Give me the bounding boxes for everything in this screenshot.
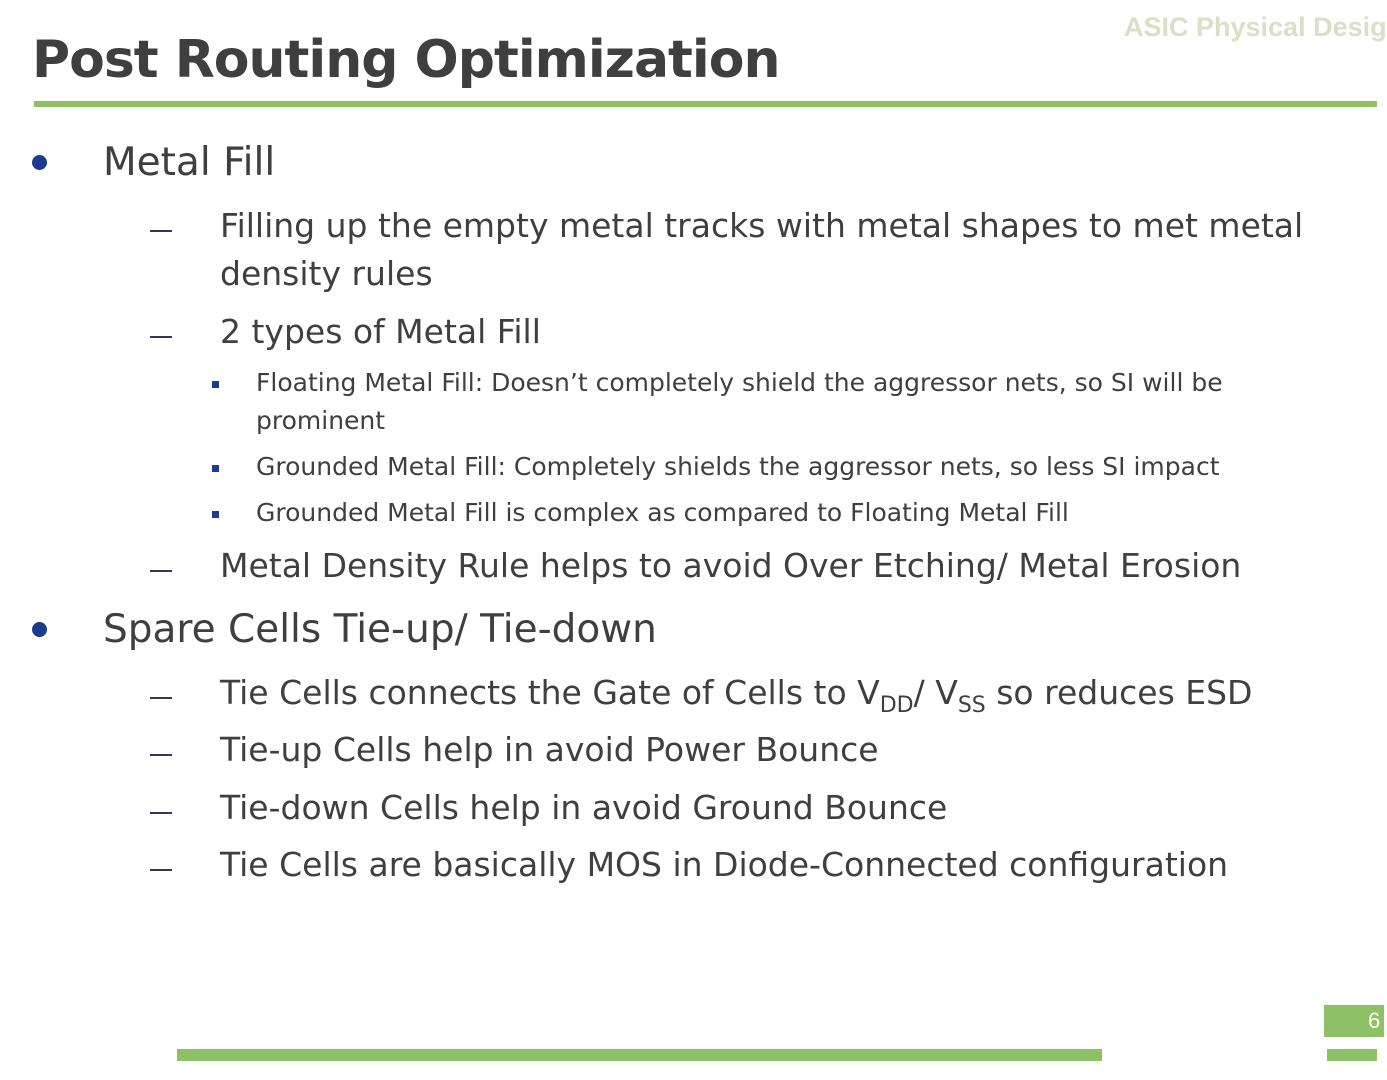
sub-bullet-filling-tracks: Filling up the empty metal tracks with metal shapes to met metal density rules	[220, 206, 1304, 293]
tie-cells-text-prefix: Tie Cells connects the Gate of Cells to V	[220, 673, 880, 712]
dash-icon	[150, 230, 172, 232]
sub-bullet-tie-up: Tie-up Cells help in avoid Power Bounce	[220, 730, 879, 769]
slide-title: Post Routing Optimization	[32, 30, 780, 90]
bullet-dot-icon	[32, 155, 47, 170]
sub-bullet-tie-down: Tie-down Cells help in avoid Ground Bounce	[220, 788, 948, 827]
page-footer-bar	[1327, 1049, 1377, 1061]
sub-bullet-diode-connected: Tie Cells are basically MOS in Diode-Connected configuration	[220, 845, 1229, 884]
dash-icon	[150, 697, 172, 699]
sub-sub-bullet-grounded-complex: Grounded Metal Fill is complex as compared to Floating Metal Fill	[256, 498, 1069, 527]
footer-bar	[177, 1049, 1102, 1061]
page-number: 6	[1324, 1005, 1384, 1037]
sub-sub-bullet-floating-fill: Floating Metal Fill: Doesn’t completely shield the aggressor nets, so SI will be prominent	[256, 368, 1223, 435]
dash-icon	[150, 336, 172, 338]
sub-sub-bullet-grounded-fill: Grounded Metal Fill: Completely shields the aggressor nets, so less SI impact	[256, 452, 1220, 481]
title-underline	[34, 101, 1377, 107]
square-bullet-icon	[212, 381, 219, 388]
bullet-spare-cells: Spare Cells Tie-up/ Tie-down	[103, 607, 657, 652]
vss-subscript: SS	[957, 693, 986, 718]
dash-icon	[150, 754, 172, 756]
sub-bullet-types-of-fill: 2 types of Metal Fill	[220, 312, 541, 351]
bullet-metal-fill: Metal Fill	[103, 140, 276, 185]
vdd-subscript: DD	[879, 693, 914, 718]
square-bullet-icon	[212, 511, 219, 518]
tie-cells-text-suffix: so reduces ESD	[985, 673, 1253, 712]
dash-icon	[150, 869, 172, 871]
sub-bullet-density-rule: Metal Density Rule helps to avoid Over Etching/ Metal Erosion	[220, 546, 1242, 585]
bullet-dot-icon	[32, 622, 47, 637]
dash-icon	[150, 570, 172, 572]
tie-cells-text-middle: / V	[913, 673, 958, 712]
sub-bullet-tie-cells-esd	[220, 669, 1320, 717]
square-bullet-icon	[212, 465, 219, 472]
course-label: ASIC Physical Desig	[1124, 12, 1387, 42]
dash-icon	[150, 812, 172, 814]
